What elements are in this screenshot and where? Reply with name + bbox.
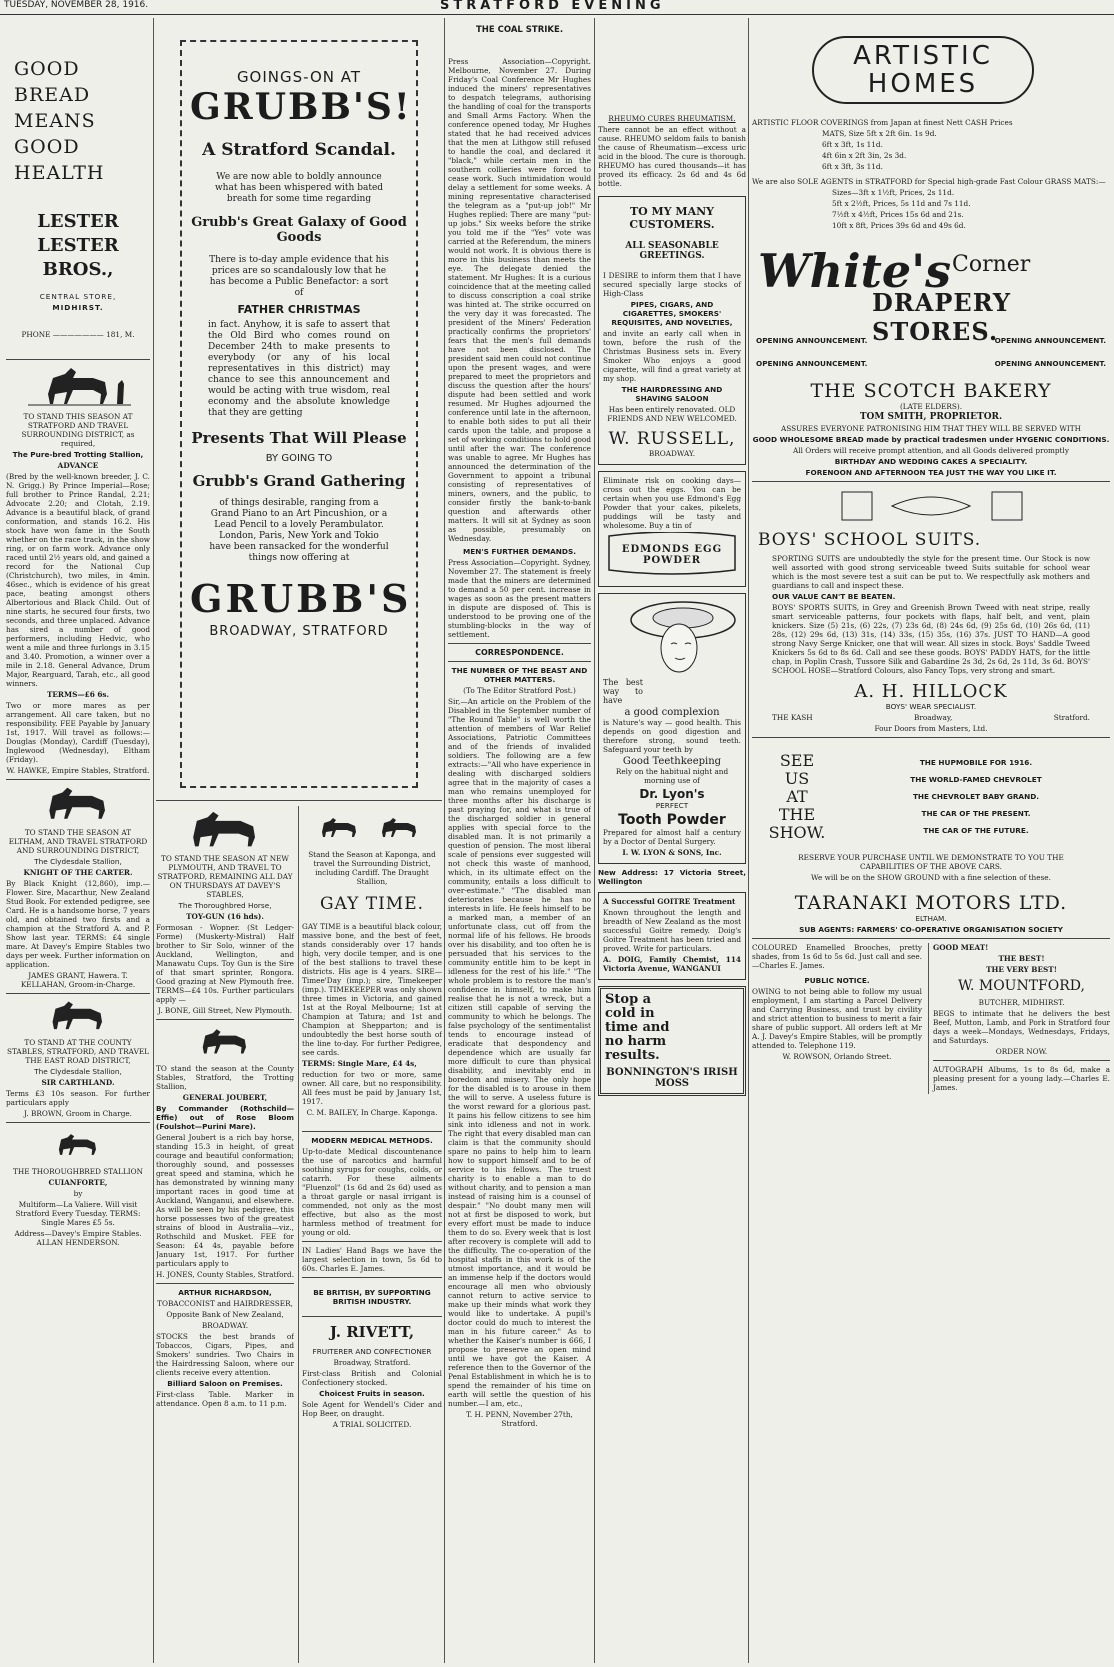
bread-ad xyxy=(6,18,150,186)
taranaki-reserve: RESERVE YOUR PURCHASE UNTIL WE DEMONSTRATE TO YOU THE CAPABILITIES OF THE ABOVE CARS. xyxy=(798,853,1064,871)
artistic-size: 6ft x 3ft, 1s 11d. xyxy=(822,140,883,149)
artistic-title-1: ARTISTIC xyxy=(853,41,993,71)
carthland-title: The Clydesdale Stallion, xyxy=(34,1067,122,1076)
arthur-location: Opposite Bank of New Zealand, xyxy=(166,1310,284,1319)
opening-announcement: OPENING ANNOUNCEMENT. xyxy=(756,336,868,345)
hillock-name: A. H. HILLOCK xyxy=(854,681,1008,702)
gaytime-body: GAY TIME is a beautiful black colour, massive bone, and the best of feet, stands considerably over 17 hands high, very docile temper, and is one of the best stallions to travel these districts. His age is 4 years. SIRE—Timee'Day (imp.); sire, Timekeeper (imp.). TIMEKEEPER was only shown three times in Victoria, and gained 1st at the Royal Melbourne; 1st at Champion at Tatura; and 1st and Champion at Shepparton; and is undoubtedly the best horse south of the line to-day. For further Pedigree, see cards. xyxy=(302,922,442,1057)
grubbs-galaxy: Grubb's Great Galaxy of Good Goods xyxy=(191,215,407,245)
bonnington-stop: Stop a cold in time and no harm results. xyxy=(605,992,670,1063)
artistic-sizes-2 xyxy=(752,188,1110,230)
taranaki-name: TARANAKI MOTORS LTD. xyxy=(794,892,1068,914)
russell-to: TO MY MANY CUSTOMERS. xyxy=(629,205,715,231)
news-column xyxy=(448,18,591,1663)
whites-drapery: DRAPERY STORES. xyxy=(872,288,1012,346)
toy-name: TOY-GUN (16 hds). xyxy=(186,912,264,921)
corr-title: CORRESPONDENCE. xyxy=(475,648,564,657)
corr-sub: THE NUMBER OF THE BEAST AND OTHER MATTERS. xyxy=(451,666,588,684)
mountford-advert xyxy=(928,943,1110,1094)
advance-title: The Pure-bred Trotting Stallion, xyxy=(12,450,144,459)
rheumo-title: RHEUMO CURES RHEUMATISM. xyxy=(608,114,736,123)
hillock-kash: THE KASH xyxy=(772,713,813,722)
russell-body-3: Has been entirely renovated. OLD FRIENDS AND NEW WELCOMED. xyxy=(607,405,737,423)
artistic-size: 6ft x 3ft, 3s 11d. xyxy=(822,162,883,171)
whites-corner: Corner xyxy=(952,252,1031,277)
mountford-order: ORDER NOW. xyxy=(995,1047,1048,1056)
grubbs-presents: Presents That Will Please xyxy=(191,429,407,447)
joubert-body: General Joubert is a rich bay horse, standing 15.3 in height, of great courage and beautiful conformation; thoroughly sound, and possesses great speed and stamina, which he has demonstrated by winning many important races in good time at Auckland, Wanganui, and elsewhere. As will be seen by his pedigree, this horse possesses two of the greatest strains of blood in Australia—viz., Rothschild and Musket. FEE for Season: £4 4s, payable before January 1st, 1917. For further particulars apply to xyxy=(156,1133,294,1268)
advance-signature: W. HAWKE, Empire Stables, Stratford. xyxy=(6,766,150,775)
column-rule xyxy=(298,806,299,1663)
russell-body-2: and invite an early call when in town, before the rush of the Christmas Business sets in. Every Smoker Who enjoys a good cigarette, will find a great variety at my shop. xyxy=(603,329,741,383)
grubbs-gathering: Grubb's Grand Gathering xyxy=(192,472,406,490)
coal-body: Press Association—Copyright. Melbourne, November 27. During Friday's Coal Conference Mr Hughes induced the miners' representatives to despatch telegrams, authorising the handling of coal for the transports and Small Arms Factory. When the conference opened today, Mr Hughes stated that he had received advices that the men at Lithgow still refused to handle the coal, and declared it "black," while certain men in the southern collieries were forced to cease work. Such intimidation would delay a settlement for some weeks. A mining representative characterised the telegram as a "put-up job!" Mr Hughes replied: There are many "put-up jobs." Six weeks before the strike you told me if the "Yes" vote was carried at the Referendum, the miners would not work. It is obvious there is more in this business than meets the eye. The delegate denied the statement. Mr Hughes: It is a curious coincidence that at the meeting called to discuss conscription a coal strike was hinted at. The strike occurred on the very day it was forecasted. The president of the Miners' Federation practically confirms the proprietors' fears that the men's full demands have not been disclosed. The president said men could not continue upon the present wages, and were prepared to meet the proprietors and discuss the question after the hours' dispute had been settled and work resumed. Mr Hughes adjourned the conference until late in the afternoon, to enable both sides to put all their cards upon the table, and propose a set of working conditions to hold good until after the war. The conference was unable to agree. Mr Hughes has announced the determination of the Government to appoint a tribunal consisting of representatives of miners, owners, and the public, to consider firstly the bank-to-bank question and afterwards other matters. It will sit at Sydney as soon as possible, presumably on Wednesday. xyxy=(448,57,591,543)
opening-announcement: OPENING ANNOUNCEMENT. xyxy=(756,359,868,368)
column-rule xyxy=(153,18,154,1663)
divider xyxy=(302,1241,442,1242)
artistic-size: 4ft 6in x 2ft 3in, 2s 3d. xyxy=(822,151,907,160)
see-word: US xyxy=(784,769,810,788)
divider xyxy=(156,800,442,801)
cuianforte-body: Multiform—La Valiere. Will visit Stratford Every Tuesday. TERMS: Single Mares £5 5s. xyxy=(15,1200,141,1227)
taranaki-town: ELTHAM. xyxy=(915,914,947,923)
hillock-town: Stratford. xyxy=(1053,713,1090,722)
arthur-table: First-class Table. Marker in attendance. Open 8 a.m. to 11 p.m. xyxy=(156,1390,294,1408)
lyon-product: Tooth Powder xyxy=(618,812,726,828)
divider xyxy=(302,1277,442,1278)
lester-name-1: LESTER xyxy=(37,211,119,232)
scotch-orders: All Orders will receive prompt attention, and all Goods delivered promptly xyxy=(793,446,1069,455)
lester-phone: PHONE ——————— 181, M. xyxy=(21,330,135,339)
knight-signature: JAMES GRANT, Hawera. T. KELLAHAN, Groom-in-Charge. xyxy=(20,971,136,989)
toy-body: Formosan - Wopner. (St Ledger-Forme) (Muskerty-Mistral) Half brother to Sir Solo, winner of the Auckland, Wellington, and Manawatu Cups. Toy Gun is the Sire of that smart sprinter, Rongora. Good grazing at New Plymouth free. TERMS—£4 10s. Further particulars apply — xyxy=(156,923,294,1004)
corr-signature: T. H. PENN, November 27th, Stratford. xyxy=(466,1410,573,1428)
scotch-body: ASSURES EVERYONE PATRONISING HIM THAT THEY WILL BE SERVED WITH xyxy=(781,424,1081,433)
suits-body-2: BOYS' SPORTS SUITS, in Grey and Greenish Brown Tweed with neat stripe, really smart serviceable patterns, four pockets with flaps, half belt, and vent, plain knickers. Size (5) 21s, (6) 22s, (7) 23s 6d, (8) 24s 6d, (9) 25s 6d, (10) 26s 6d, (11) 28s, (12) 29s 6d, (13) 31s, (14) 33s, (15) 35s, (16) 37s. JUST TO HAND—A good strong Navy Serge Knicker, one that will wear. All sizes in stock. Boys' Saddle Tweed Knickers 5s 6d to 8s 6d. Call and see these goods. BOYS' PADDY HATS, for the little chap, in Poplin Crash, Tussore Silk and Gabardine 2s 3d, 2s 6d, 2s 11d, 3s 6d. BOYS' SCHOOL HOSE—Stratford Colours, also Fancy Tops, very strong and smart. xyxy=(772,603,1090,675)
rheumo-body: There cannot be an effect without a cause. RHEUMO seldom fails to banish the cause of Rheumatism—excess uric acid in the blood. The cure is thorough. RHEUMO has cured thousands—it has proved its efficacy. 2s 6d and 4s 6d bottle. xyxy=(598,125,746,188)
russell-body: I DESIRE to inform them that I have secured specially large stocks of High-Class xyxy=(603,271,741,298)
knight-title: The Clydesdale Stallion, xyxy=(34,857,122,866)
scotch-late: (LATE ELDERS). xyxy=(899,402,963,411)
horse-icon xyxy=(38,998,118,1034)
horse-icon xyxy=(33,784,123,824)
divider xyxy=(6,779,150,780)
scotch-prop: TOM SMITH, PROPRIETOR. xyxy=(859,412,1003,422)
rivett-trade: FRUITERER AND CONFECTIONER xyxy=(312,1347,432,1356)
opening-announcement: OPENING ANNOUNCEMENT. xyxy=(994,359,1106,368)
artistic-sizes xyxy=(752,129,1110,171)
gay-time-advert xyxy=(302,806,442,1663)
artistic-size-2: 10ft x 8ft, Prices 39s 6d and 49s 6d. xyxy=(832,221,966,230)
grubbs-p1: We are now able to boldly announce what has been whispered with bated breath for some time regarding xyxy=(214,172,384,204)
russell-greet: ALL SEASONABLE GREETINGS. xyxy=(625,241,719,261)
lyon-side: The best way to have xyxy=(603,678,643,705)
corr-to: (To The Editor Stratford Post.) xyxy=(463,686,576,695)
advance-body: (Bred by the well-known breeder, J. C. N. Grigg.) By Prince Imperial—Rose; full brother to Prince Randal, 2.21; Advocate 2.20; and Clotah, 2.19. Advance is a beautiful black, of grand conformation, and stands 16.2. His stock have won fame in the South whether on the race track, in the show ring, or on farm work. Advance only raced until 2½ years old, and gained a record for the National Cup (Christchurch), two miles, in 4min. 46sec., which is evidence of his great pace, beating amongst others Albertorious and Black Child. Out of nine starts, he secured four firsts, two seconds, and three unplaced. Advance has sired a number of good performers, including Hedvic, who went a mile and three furlongs in 3.15 and 3.40. Promotion, a winner over a mile in 2.18. General Advance, Drum Major, Rearguard, Tarah, etc., all good winners. xyxy=(6,472,150,688)
grubbs-scandal: A Stratford Scandal. xyxy=(202,140,396,160)
divider xyxy=(752,938,1110,939)
bread-word: HEALTH xyxy=(14,162,105,184)
horse-icon xyxy=(23,364,133,408)
divider xyxy=(933,1060,1110,1061)
artistic-line: ARTISTIC FLOOR COVERINGS from Japan at finest Nett CASH Prices xyxy=(752,118,1013,127)
lyon-advert xyxy=(598,593,746,864)
grubbs-top: GOINGS-ON AT xyxy=(236,68,362,86)
mountford-best: THE BEST! xyxy=(998,954,1045,963)
hillock-location: Broadway, xyxy=(914,713,953,722)
gaytime-body-2: reduction for two or more, same owner. All care, but no responsibility. All fees must be paid by January 1st, 1917. xyxy=(302,1070,442,1106)
joubert-name: GENERAL JOUBERT, xyxy=(182,1093,268,1102)
arthur-name: ARTHUR RICHARDSON, xyxy=(178,1288,272,1297)
joubert-signature: H. JONES, County Stables, Stratford. xyxy=(156,1270,294,1279)
bonnington-brand: BONNINGTON'S IRISH MOSS xyxy=(606,1067,738,1089)
lyon-perfect: PERFECT xyxy=(655,801,689,810)
column-rule xyxy=(594,18,595,1663)
divider xyxy=(448,661,591,662)
coal-title: THE COAL STRIKE. xyxy=(475,25,564,35)
car-line: THE WORLD-FAMED CHEVROLET xyxy=(910,775,1042,784)
advance-terms: TERMS—£6 6s. xyxy=(46,690,110,699)
medical-title: MODERN MEDICAL METHODS. xyxy=(311,1136,433,1145)
corr-body: Sir,—An article on the Problem of the Disabled in the September number of "The Round Table" is well worth the attention of members of War Relief Associations, Patriotic Committees and of the friends of invalided soldiers. The following are a few extracts:—"All who have experience in dealing with discharged soldiers agree that in the majority of cases a man who remains unemployed for three months after his discharge is past praying for, and what is true of the discharged soldier in general applies with special force to the disabled man. It is not primarily a question of pension. The most liberal scale of pensions ever suggested will not check this waste of manhood, which, in its ultimate effect on the community, entails a loss difficult to over-estimate." "The disabled man deteriorates because he has no interests in life. He feels himself to be a marked man, a member of an unfortunate class, cut off from the normal life of his fellows. He broods over his disability, and too often he is persuaded that his services to the community entitle him to be kept in idleness for the rest of his life." "The whole problem is to restore the man's confidence in himself, to make him realise that he is not a wreck, but a citizen still capable of serving the community to which he belongs. The false psychology of the sentimentalist tends to encourage instead of eradicate that despondency and dependence which are usually far more difficult to cure than physical disability, and inevitably end in boredom and misery. The only hope for the disabled is to arouse in them the will to serve. A useless future is the worst reward for a glorious past. It pains his fellow citizens to see him sink into idleness and not in work. The right that every disabled man can claim is that the community should spare no pains to help him to learn how to support himself and to be of service to his fellows. The truest charity is to enable a man to do without charity, and to pension a man instead of raising him is a counsel of despair." "No doubt many men will not at first be disposed to work, but every effort must be made to induce them to do so. Every week that is lost after recovery is complete will add to the difficulty. The co-operation of the hospital staffs in this work is of the utmost importance, and it would be an immense help if the doctors would encourage all men who obviously cannot return to active service to make up their minds what work they would like to undertake. A pupil's doctor could do much to interest the man in his future career." As to whether the Kaiser's number is 666, I propose to preserve an open mind until we have got the Kaiser. A reference then to the Governor of the Penal Establishment in which he is to spend the remainder of his time on earth will settle the question of his number.—I am, etc., xyxy=(448,697,591,1408)
artistic-size-2: 7½ft x 4½ft, Prices 15s 6d and 21s. xyxy=(832,210,964,219)
column-rule xyxy=(444,18,445,1663)
lyon-address: New Address: 17 Victoria Street, Wellington xyxy=(598,868,746,886)
russell-saloon: THE HAIRDRESSING AND SHAVING SALOON xyxy=(621,385,723,403)
grubbs-p4: of things desirable, ranging from a Grand Piano to an Art Pincushion, or a Lead Pencil to a lovely Perambulator. London, Paris, New York and Tokio have been ransacked for the wonderful things now offering at xyxy=(209,498,389,563)
car-line: THE CAR OF THE FUTURE. xyxy=(923,826,1029,835)
lyon-body-3: Prepared for almost half a century by a Doctor of Dental Surgery. xyxy=(603,828,741,846)
scotch-bread: GOOD WHOLESOME BREAD made by practical tradesmen under HYGENIC CONDITIONS. xyxy=(752,435,1110,444)
divider xyxy=(6,359,150,360)
dateline: TUESDAY, NOVEMBER 28, 1916. xyxy=(4,0,149,10)
divider xyxy=(6,1122,150,1123)
mountford-good: GOOD MEAT! xyxy=(933,943,989,952)
scotch-name: THE SCOTCH BAKERY xyxy=(810,380,1052,402)
whites-name: White's xyxy=(758,244,952,298)
bonnington-advert xyxy=(598,986,746,1096)
masthead: STRATFORD EVENING xyxy=(440,0,665,13)
bread-word: MEANS xyxy=(14,110,96,132)
taranaki-ground: We will be on the SHOW GROUND with a fine selection of these. xyxy=(811,873,1051,882)
car-line: THE HUPMOBILE FOR 1916. xyxy=(919,758,1033,767)
artistic-size-2: Sizes—3ft x 1½ft, Prices, 2s 11d. xyxy=(832,188,955,197)
rivett-agent: Sole Agent for Wendell's Cider and Hop Beer, on draught. xyxy=(302,1400,442,1418)
divider xyxy=(156,1283,294,1284)
edmonds-body: Eliminate risk on cooking days—cross out the eggs. You can be certain when you use Edmond's Egg Powder that your cakes, pikelets, puddings will be tasty and wholesome. Buy a tin of xyxy=(603,476,741,530)
goitre-body: Known throughout the length and breadth of New Zealand as the most successful Goitre remedy. Doig's Goitre Treatment has been tried and proved. Write for particulars. xyxy=(603,908,741,953)
ads-column-4 xyxy=(598,18,746,1663)
carthland-name: SIR CARTHLAND. xyxy=(41,1078,115,1087)
whites-crest-icon xyxy=(752,486,1110,526)
taranaki-advert xyxy=(752,742,1110,843)
goitre-signature: A. DOIG, Family Chemist, 114 Victoria Avenue, WANGANUI xyxy=(603,955,741,973)
russell-location: BROADWAY. xyxy=(648,449,696,458)
russell-advert xyxy=(598,196,746,465)
russell-items: PIPES, CIGARS, AND CIGARETTES, SMOKERS' REQUISITES, AND NOVELTIES, xyxy=(611,300,733,327)
rivett-body: First-class British and Colonial Confectionery stocked. xyxy=(302,1369,442,1387)
russell-name: W. RUSSELL, xyxy=(608,429,736,449)
advance-body-2: Two or more mares as per arrangement. All care taken, but no responsibility. FEE Payable by January 1st, 1917. Will travel as follows:—Douglas (Monday), Cardiff (Tuesday), Inglewood (Wednesday), Eltham (Friday). xyxy=(6,701,150,764)
goitre-advert xyxy=(598,892,746,980)
artistic-homes-logo xyxy=(812,36,1034,104)
notice-signature: W. ROWSON, Orlando Street. xyxy=(782,1052,892,1061)
grubbs-p3: in fact. Anyhow, it is safe to assert that the Old Bird who comes round on December 24th to make presents to everybody (or any of his local representatives in this district) may chance to see this announcement and would be acting with true wisdom, real economy and the absolute knowledge that they are getting xyxy=(208,320,390,418)
horse-icon xyxy=(48,1127,108,1163)
notice-title: PUBLIC NOTICE. xyxy=(804,976,870,985)
arthur-trade: TOBACCONIST and HAIRDRESSER, xyxy=(157,1299,293,1308)
divider xyxy=(302,1131,442,1132)
handbags-body: IN Ladies' Hand Bags we have the largest selection in town, 5s 6d to 60s. Charles E. James. xyxy=(302,1246,442,1273)
toy-gun-advert xyxy=(156,806,294,1663)
gaytime-intro: Stand the Season at Kaponga, and travel the Surrounding District, including Cardiff. The Draught Stallion, xyxy=(308,850,436,886)
carthland-signature: J. BROWN, Groom in Charge. xyxy=(23,1109,133,1118)
edmonds-brand: EDMONDS EGG POWDER xyxy=(621,544,723,566)
lyon-company: I. W. LYON & SONS, Inc. xyxy=(622,848,722,857)
see-word: THE xyxy=(778,805,816,824)
medical-body: Up-to-date Medical discountenance the use of narcotics and harmful soothing syrups for coughs, colds, or catarrh. For these ailments "Fluenzol" (1s 6d and 2s 6d) used as a throat gargle or nasal irrigant is commended, not only as the most effective, but also as the most harmless method of treatment for young or old. xyxy=(302,1147,442,1237)
bottom-left-ads xyxy=(752,943,922,1094)
joubert-pedigree: By Commander (Rothschild—Effie) out of Rose Bloom (Foulshot—Purini Mare). xyxy=(156,1104,294,1131)
joubert-intro: TO stand the season at the County Stables, Stratford, the Trotting Stallion, xyxy=(156,1064,294,1091)
gaytime-signature: C. M. BAILEY, In Charge. Kaponga. xyxy=(306,1108,438,1117)
bread-word: BREAD xyxy=(14,84,91,106)
hillock-row xyxy=(752,713,1110,724)
divider xyxy=(6,993,150,994)
column-1 xyxy=(6,18,150,1663)
hillock-spec: BOYS' WEAR SPECIALIST. xyxy=(885,702,977,711)
rivett-location: Broadway, Stratford. xyxy=(333,1358,411,1367)
rivett-fruit: Choicest Fruits in season. xyxy=(319,1389,425,1398)
knight-body: By Black Knight (12,860), imp.—Flower. Sire, Macarthur, New Zealand Stud Book. For extended pedigree, see Card. He is a handsome horse, 7 years old, and obtained two firsts and a champion at the Stratford A. and P. Show last year. TERMS: £4 single mare. At Davey's Empire Stables two days per week. Further information on application. xyxy=(6,879,150,969)
horse-icon xyxy=(175,810,275,850)
coal-body-2: Press Association—Copyright. Sydney, November 27. The statement is freely made that the miners are determined to demand a 50 per cent. increase in wages as soon as the present matters in dispute are disposed of. This is understood to be proving one of the stumbling-blocks in the way of settlement. xyxy=(448,558,591,639)
see-us-block xyxy=(752,742,842,843)
bottom-right-row xyxy=(752,943,1110,1094)
goitre-title: A Successful GOITRE Treatment xyxy=(603,897,736,906)
cuianforte-signature: Address—Davey's Empire Stables. ALLAN HENDERSON. xyxy=(14,1229,142,1247)
bread-word: GOOD xyxy=(14,58,80,80)
car-line: THE CHEVROLET BABY GRAND. xyxy=(912,792,1040,801)
artistic-size: MATS, Size 5ft x 2ft 6in. 1s 9d. xyxy=(822,129,937,138)
bread-word: GOOD xyxy=(14,136,80,158)
rivett-name: J. RIVETT, xyxy=(329,1323,415,1341)
suits-title: BOYS' SCHOOL SUITS. xyxy=(758,530,982,550)
lester-town: MIDHIRST. xyxy=(52,303,104,312)
see-word: SHOW. xyxy=(768,823,826,842)
british-industry: BE BRITISH, BY SUPPORTING BRITISH INDUSTRY. xyxy=(313,1288,431,1306)
suits-body: SPORTING SUITS are undoubtedly the style for the present time. Our Stock is now well assorted with good strong serviceable tweed Suits suitable for school wear which is the most severe test a suit can be put to. We respectfully ask mothers and guardians to call and inspect these. xyxy=(772,554,1090,590)
car-line: THE CAR OF THE PRESENT. xyxy=(921,809,1031,818)
grubbs-name: GRUBB'S! xyxy=(190,86,412,128)
grubbs-p2: There is to-day ample evidence that his prices are so scandalously low that he has become a Public Benefactor: a sort of xyxy=(209,255,389,298)
lyon-brand: Dr. Lyon's xyxy=(639,787,705,801)
lyon-headline: a good complexion xyxy=(624,707,720,718)
lester-ad xyxy=(6,210,150,339)
see-word: AT xyxy=(786,787,808,806)
lyon-body: is Nature's way — good health. This depends on good digestion and therefore strong, sound teeth. Safeguard your teeth by xyxy=(603,718,741,754)
carthland-intro: TO STAND AT THE COUNTY STABLES, STRATFORD, AND TRAVEL THE EAST ROAD DISTRICT, xyxy=(6,1038,150,1065)
horse-icon xyxy=(312,810,432,846)
artistic-line-2: We are also SOLE AGENTS in STRATFORD for Special high-grade Fast Colour GRASS MATS:— xyxy=(752,177,1106,186)
hillock-doors: Four Doors from Masters, Ltd. xyxy=(874,724,988,733)
scotch-tea: FORENOON AND AFTERNOON TEA JUST THE WAY YOU LIKE IT. xyxy=(805,468,1057,477)
opening-row xyxy=(752,359,1110,370)
divider xyxy=(156,1019,294,1020)
column-rule xyxy=(748,18,749,1663)
page-header xyxy=(0,0,1114,15)
toy-title: The Thoroughbred Horse, xyxy=(178,901,272,910)
divider xyxy=(448,643,591,644)
mountford-trade: BUTCHER, MIDHIRST. xyxy=(978,998,1065,1007)
edmonds-advert xyxy=(598,471,746,587)
divider xyxy=(752,481,1110,482)
cars-list xyxy=(842,742,1110,843)
scotch-cakes: BIRTHDAY AND WEDDING CAKES A SPECIALITY. xyxy=(834,457,1028,466)
taranaki-sub: SUB AGENTS: FARMERS' CO-OPERATIVE ORGANISATION SOCIETY xyxy=(799,925,1063,934)
lester-name: LESTER BROS., xyxy=(37,235,119,280)
autograph-body: AUTOGRAPH Albums, 1s to 8s 6d, make a pleasing present for a young lady.—Charles E. James. xyxy=(933,1065,1110,1092)
knight-name: KNIGHT OF THE CARTER. xyxy=(23,868,133,877)
advance-name: ADVANCE xyxy=(57,461,99,470)
divider xyxy=(302,1316,442,1317)
grubbs-advert xyxy=(180,40,418,788)
cuianforte-intro: THE THOROUGHBRED STALLION xyxy=(13,1167,143,1176)
grubbs-address: BROADWAY, STRATFORD xyxy=(209,624,389,639)
gaytime-name: GAY TIME. xyxy=(319,894,425,914)
cuianforte-name: CUIANFORTE, xyxy=(48,1178,108,1187)
lyon-body-2: Rely on the habitual night and morning use of xyxy=(615,767,729,785)
lady-portrait-icon xyxy=(605,598,739,678)
arthur-street: BROADWAY. xyxy=(201,1321,249,1330)
right-column xyxy=(752,18,1110,1663)
gaytime-terms: TERMS: Single Mare, £4 4s, xyxy=(302,1059,417,1068)
artistic-size-2: 5ft x 2½ft, Prices, 5s 11d and 7s 11d. xyxy=(832,199,971,208)
knight-intro: TO STAND THE SEASON AT ELTHAM, AND TRAVEL STRATFORD AND SURROUNDING DISTRICT, xyxy=(8,828,148,855)
arthur-billiard: Billiard Saloon on Premises. xyxy=(167,1379,283,1388)
artistic-title-2: HOMES xyxy=(867,69,979,99)
divider xyxy=(752,737,1110,738)
horse-icon xyxy=(190,1024,260,1060)
grubbs-name-2: GRUBB'S xyxy=(190,576,412,621)
cuianforte-by: by xyxy=(73,1189,83,1198)
mountford-name: W. MOUNTFORD, xyxy=(958,978,1085,994)
toy-intro: TO STAND THE SEASON AT NEW PLYMOUTH, AND TRAVEL TO STRATFORD, REMAINING ALL DAY ON THURSDAYS AT DAVEY'S STABLES, xyxy=(157,854,293,899)
rivett-trial: A TRIAL SOLICITED. xyxy=(332,1420,412,1429)
lester-store: CENTRAL STORE, xyxy=(39,292,117,301)
brooches-body: COLOURED Enamelled Brooches, pretty shades, from 1s 6d to 5s 6d. Just call and see.—Charles E. James. xyxy=(752,943,922,970)
mountford-body: BEGS to intimate that he delivers the best Beef, Mutton, Lamb, and Pork in Stratford four days a week—Mondays, Wednesdays, Fridays, and Saturdays. xyxy=(933,1009,1110,1045)
grubbs-by-going: BY GOING TO xyxy=(265,453,333,464)
lyon-teethkeeping: Good Teethkeeping xyxy=(622,756,722,767)
see-word: SEE xyxy=(779,751,815,770)
advance-intro: TO STAND THIS SEASON AT STRATFORD AND TRAVEL SURROUNDING DISTRICT, as required, xyxy=(21,412,135,448)
toy-signature: J. BONE, Gill Street, New Plymouth. xyxy=(157,1006,293,1015)
opening-announcement: OPENING ANNOUNCEMENT. xyxy=(994,336,1106,345)
coal-demands: MEN'S FURTHER DEMANDS. xyxy=(463,547,576,556)
carthland-body: Terms £3 10s season. For further particulars apply xyxy=(6,1089,150,1107)
notice-body: OWING to not being able to follow my usual employment, I am starting a Parcel Delivery and Carrying Business, and trust by civility and strict attention to business to merit a fair share of public support. All orders left at Mr A. J. Davey's Empire Stables, will be promptly attended to. Telephone 119. xyxy=(752,987,922,1050)
grubbs-father-christmas: FATHER CHRISTMAS xyxy=(237,303,361,316)
suits-value: OUR VALUE CAN'T BE BEATEN. xyxy=(772,592,896,601)
arthur-body: STOCKS the best brands of Tobaccos, Cigars, Pipes, and Smokers' sundries. Two Chairs in the Hairdressing Saloon, where our clients receive every attention. xyxy=(156,1332,294,1377)
mountford-very: THE VERY BEST! xyxy=(986,965,1057,974)
